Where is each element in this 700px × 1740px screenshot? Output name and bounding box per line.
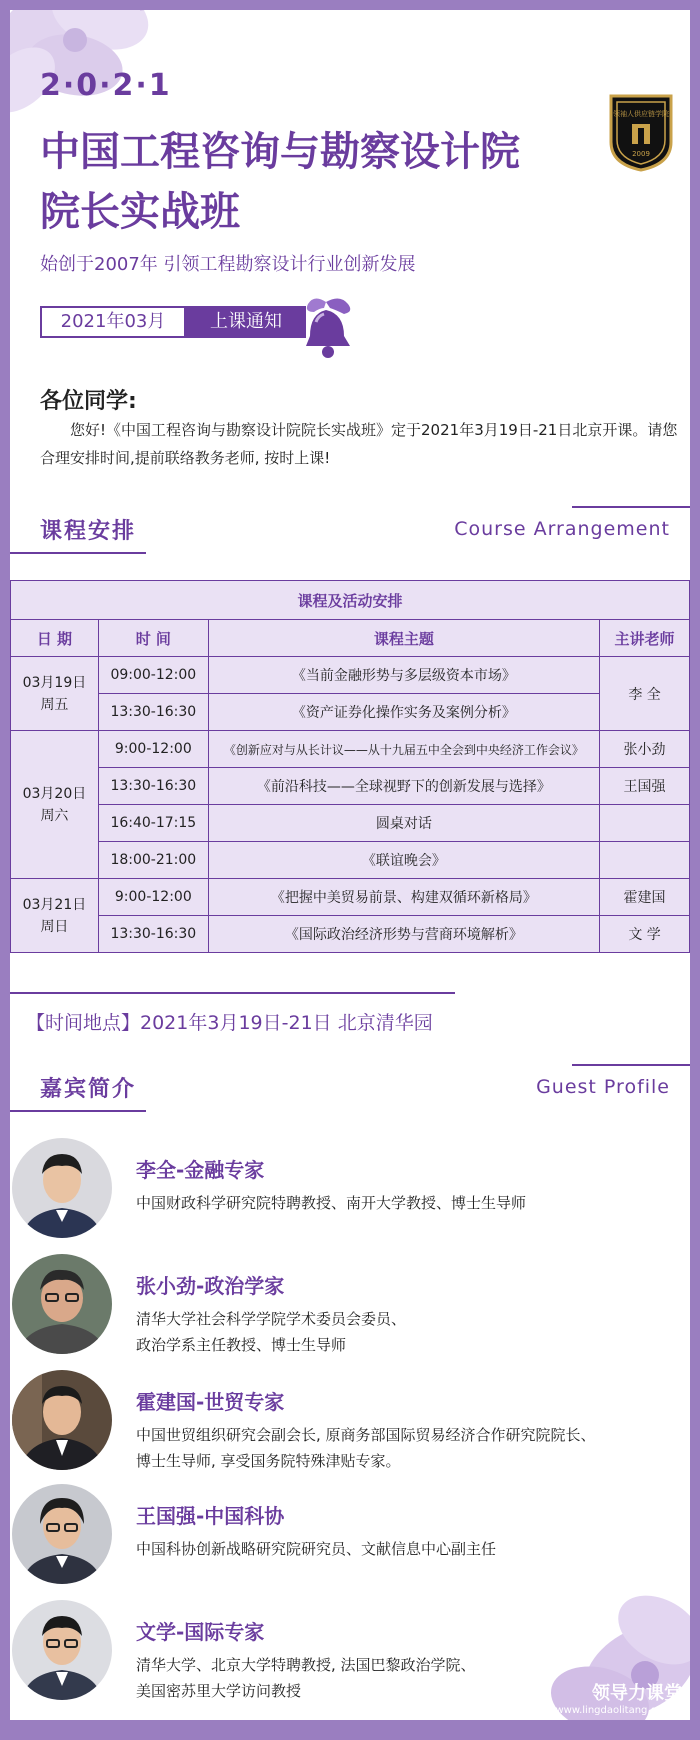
time-cell: 18:00-21:00 <box>98 842 208 879</box>
guest-name: 王国强-中国科协 <box>136 1504 285 1528</box>
table-row <box>11 694 690 731</box>
course-section-title: 课程安排 <box>40 519 137 544</box>
weekday-text: 周五 <box>40 696 69 713</box>
date-text: 03月19日 <box>22 674 87 691</box>
topic-cell: 《创新应对与从长计议——从十九届五中全会到中央经济工作会议》 <box>208 731 599 768</box>
topic-cell: 《联谊晚会》 <box>208 842 599 879</box>
section-overline <box>572 1064 690 1066</box>
guest-section-title: 嘉宾简介 <box>40 1077 137 1102</box>
guest-photo <box>12 1484 112 1584</box>
section-underline <box>10 552 146 554</box>
guest-name: 张小劲-政治学家 <box>136 1274 285 1298</box>
guest-photo <box>12 1254 112 1354</box>
guest-desc: 中国世贸组织研究会副会长, 原商务部国际贸易经济合作研究院院长、 博士生导师, 享受国务院特殊津贴专家。 <box>136 1426 596 1470</box>
guest-desc: 清华大学社会科学学院学术委员会委员、 政治学系主任教授、博士生导师 <box>136 1310 407 1354</box>
table-row <box>11 805 690 842</box>
table-row <box>11 768 690 805</box>
time-cell: 09:00-12:00 <box>98 657 208 694</box>
time-place: 【时间地点】2021年3月19日-21日 北京清华园 <box>26 1012 433 1034</box>
time-cell: 16:40-17:15 <box>98 805 208 842</box>
col-header-topic: 课程主题 <box>208 620 599 657</box>
guest-card <box>10 1370 690 1480</box>
guest-photo <box>12 1370 112 1470</box>
school-badge-logo <box>605 92 677 172</box>
guest-card <box>10 1254 690 1364</box>
guest-desc: 清华大学、北京大学特聘教授, 法国巴黎政治学院、 美国密苏里大学访问教授 <box>136 1656 476 1700</box>
date-text: 03月20日 <box>22 785 87 802</box>
watermark-url: www.lingdaolitang.org.cn <box>555 1705 682 1716</box>
course-section-english: Course Arrangement <box>454 518 670 540</box>
section-overline <box>572 506 690 508</box>
badge-top-text: 领袖人供应链学院 <box>613 110 669 118</box>
col-header-time: 时 间 <box>98 620 208 657</box>
teacher-cell: 张小劲 <box>600 731 690 768</box>
time-cell: 13:30-16:30 <box>98 768 208 805</box>
col-header-date: 日 期 <box>11 620 99 657</box>
guest-desc: 中国财政科学研究院特聘教授、南开大学教授、博士生导师 <box>136 1194 527 1212</box>
col-header-teacher: 主讲老师 <box>600 620 690 657</box>
notice-banner <box>40 306 306 338</box>
time-cell: 13:30-16:30 <box>98 694 208 731</box>
teacher-cell: 李 全 <box>600 657 690 731</box>
guest-card <box>10 1138 690 1248</box>
topic-cell: 《当前金融形势与多层级资本市场》 <box>208 657 599 694</box>
table-row <box>11 916 690 953</box>
teacher-cell <box>600 842 690 879</box>
weekday-text: 周日 <box>40 918 69 935</box>
badge-year: 2009 <box>632 150 650 158</box>
notice-page <box>10 10 690 1720</box>
time-cell: 9:00-12:00 <box>98 731 208 768</box>
guest-desc: 中国科协创新战略研究院研究员、文献信息中心副主任 <box>136 1540 497 1558</box>
guest-photo <box>12 1600 112 1700</box>
section-underline <box>10 1110 146 1112</box>
date-cell <box>11 657 99 731</box>
tagline: 始创于2007年 引领工程勘察设计行业创新发展 <box>40 254 416 275</box>
guest-name: 李全-金融专家 <box>136 1158 265 1182</box>
guest-section-english: Guest Profile <box>536 1076 670 1098</box>
topic-cell: 《国际政治经济形势与营商环境解析》 <box>208 916 599 953</box>
topic-cell: 《资产证券化操作实务及案例分析》 <box>208 694 599 731</box>
bell-icon <box>296 296 358 362</box>
date-cell <box>11 879 99 953</box>
year-label: 2·0·2·1 <box>40 68 172 103</box>
time-cell: 9:00-12:00 <box>98 879 208 916</box>
notice-label: 上课通知 <box>186 306 306 338</box>
table-row <box>11 731 690 768</box>
greeting: 各位同学: <box>40 389 137 414</box>
divider-line <box>10 992 455 994</box>
topic-cell: 《前沿科技——全球视野下的创新发展与选择》 <box>208 768 599 805</box>
teacher-cell <box>600 805 690 842</box>
guest-photo <box>12 1138 112 1238</box>
weekday-text: 周六 <box>40 807 69 824</box>
date-cell <box>11 731 99 879</box>
intro-body: 您好!《中国工程咨询与勘察设计院院长实战班》定于2021年3月19日-21日北京开课。请您合理安排时间,提前联络教务老师, 按时上课! <box>40 421 678 467</box>
watermark-title: 领导力课堂 <box>592 1683 682 1704</box>
date-text: 03月21日 <box>22 896 87 913</box>
topic-cell: 《把握中美贸易前景、构建双循环新格局》 <box>208 879 599 916</box>
table-row <box>11 879 690 916</box>
topic-cell: 圆桌对话 <box>208 805 599 842</box>
table-row <box>11 842 690 879</box>
notice-date: 2021年03月 <box>40 306 186 338</box>
page-subtitle: 院长实战班 <box>40 189 240 235</box>
time-cell: 13:30-16:30 <box>98 916 208 953</box>
schedule-table <box>10 580 690 953</box>
teacher-cell: 文 学 <box>600 916 690 953</box>
teacher-cell: 霍建国 <box>600 879 690 916</box>
guest-name: 霍建国-世贸专家 <box>136 1390 285 1414</box>
table-row <box>11 657 690 694</box>
watermark <box>555 1679 682 1716</box>
table-caption: 课程及活动安排 <box>11 581 690 620</box>
guest-name: 文学-国际专家 <box>136 1620 265 1644</box>
page-title: 中国工程咨询与勘察设计院 <box>40 129 520 175</box>
teacher-cell: 王国强 <box>600 768 690 805</box>
